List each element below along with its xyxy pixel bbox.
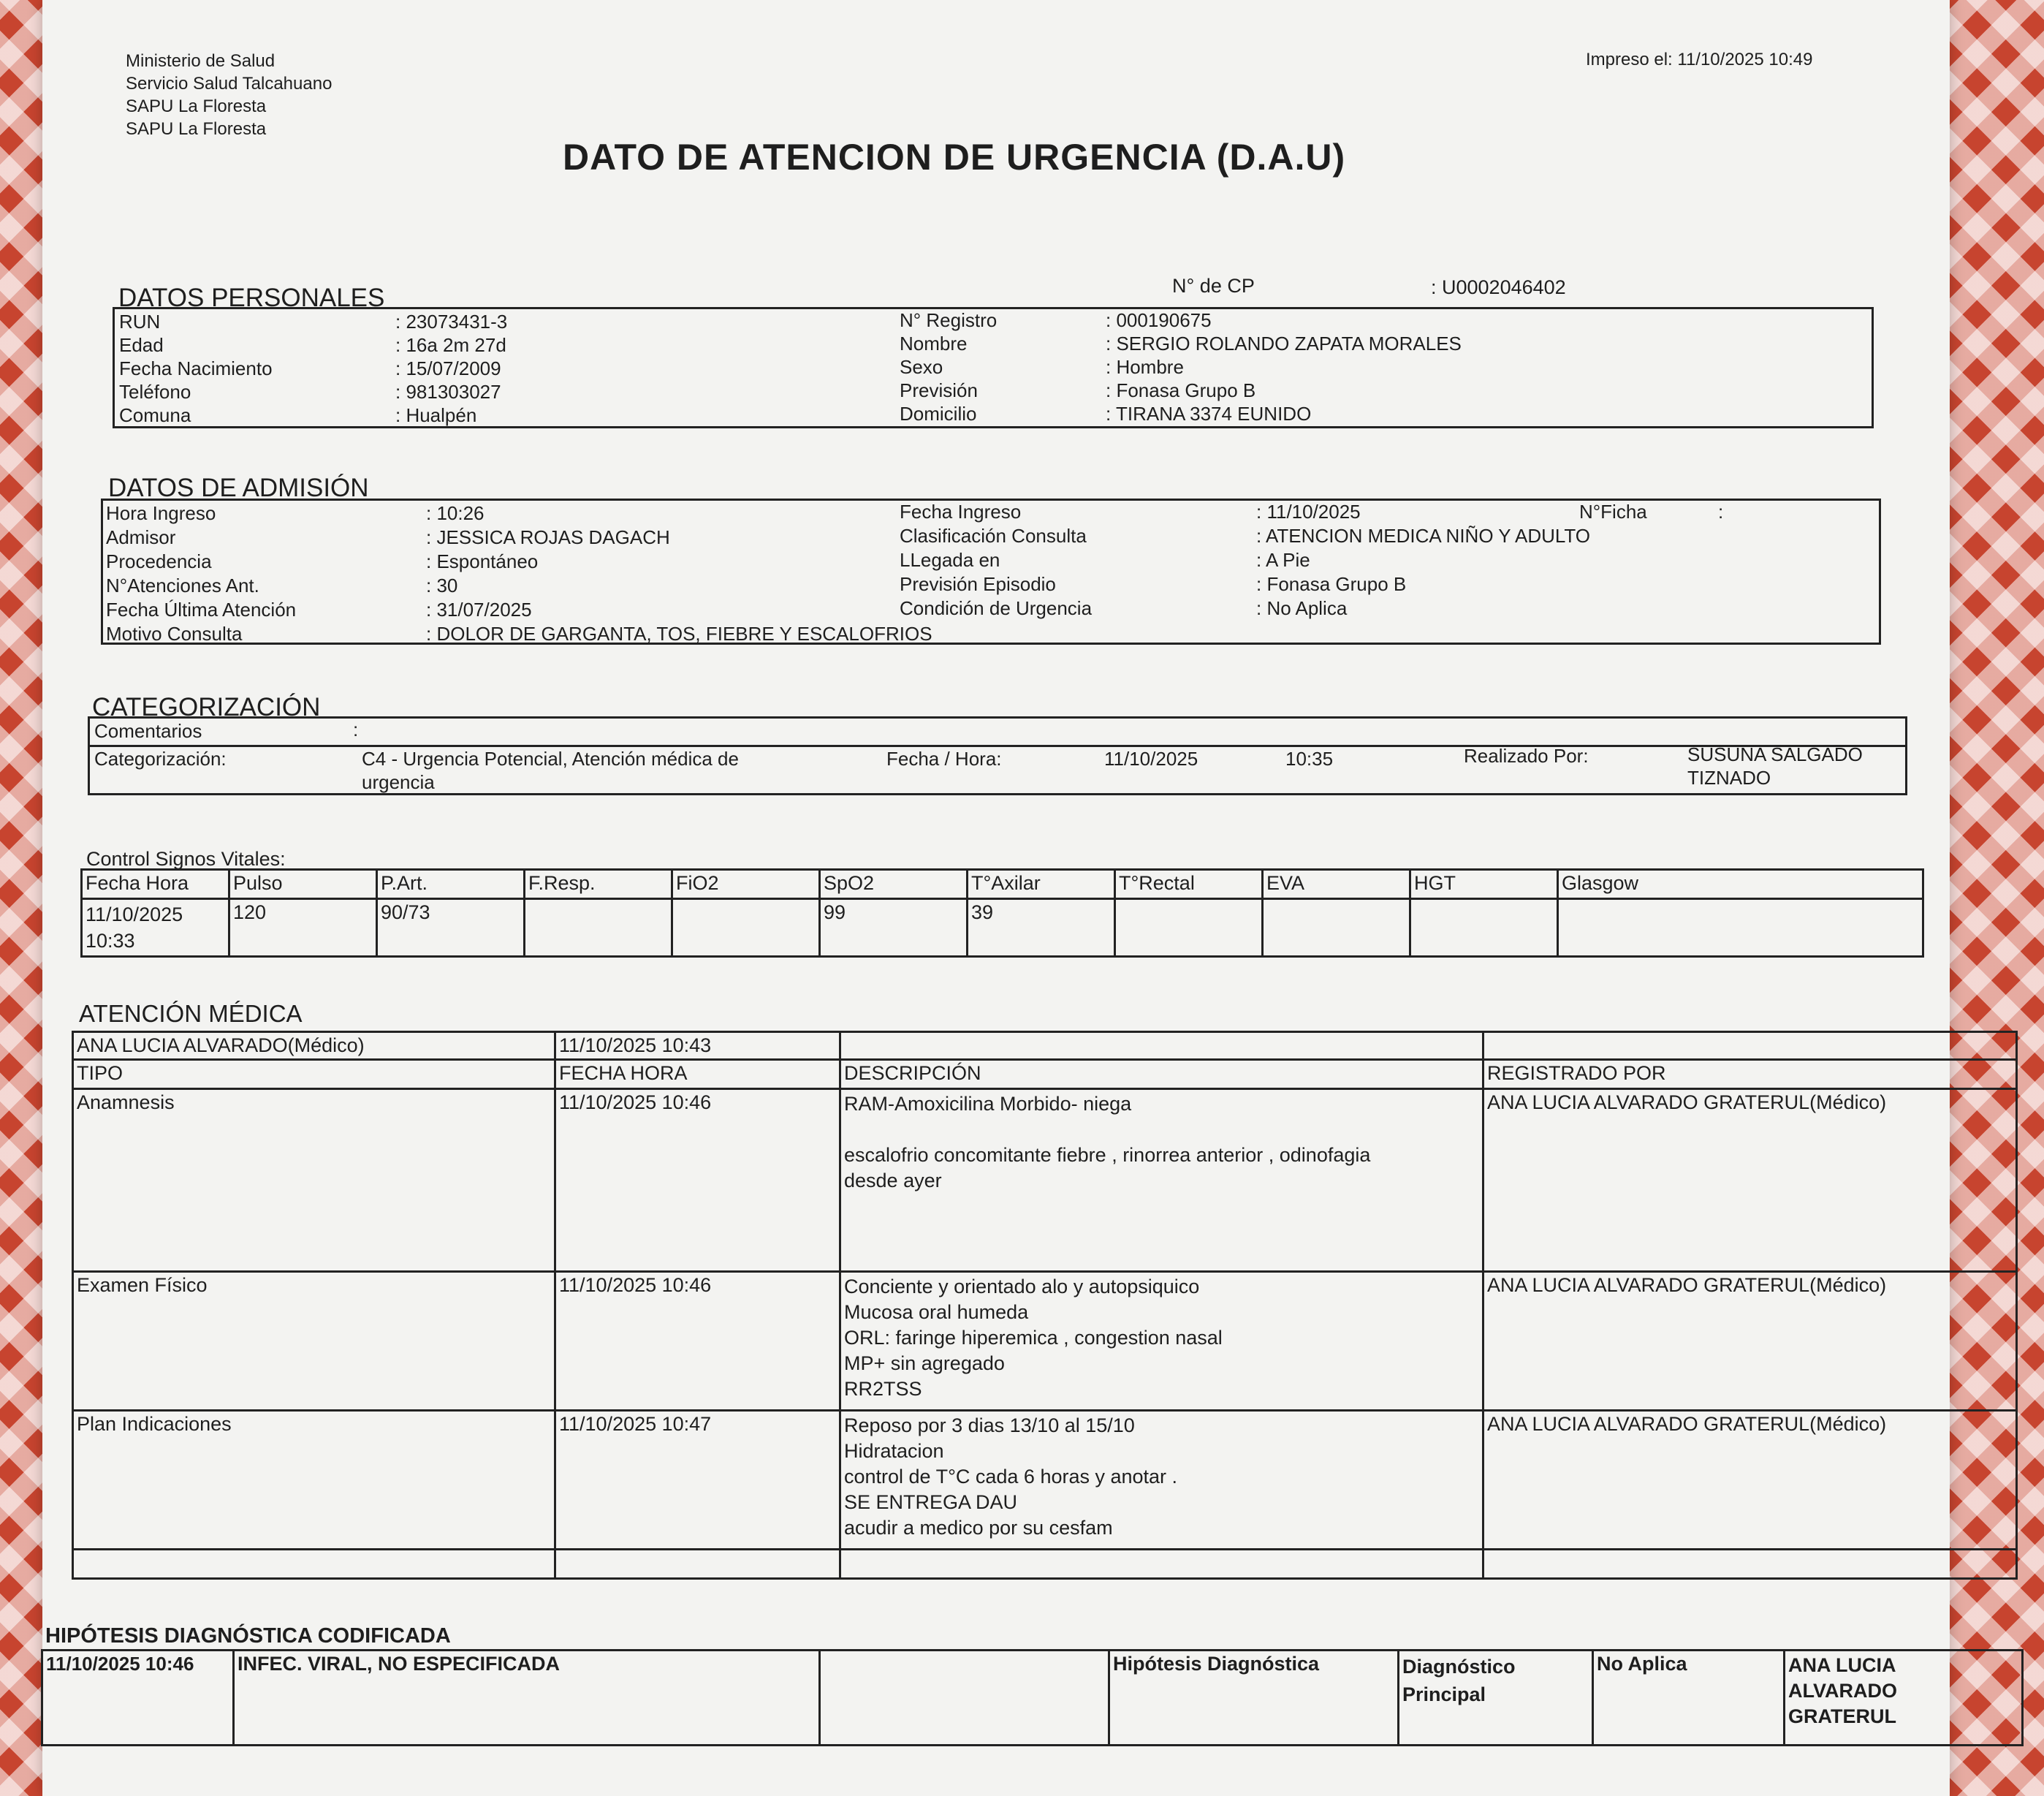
medical-header-tipo: TIPO xyxy=(73,1060,555,1089)
vitals-glasgow xyxy=(1558,899,1923,957)
vitals-fecha-hora: 11/10/2025 10:33 xyxy=(82,899,229,957)
printed-date: Impreso el: 11/10/2025 10:49 xyxy=(1586,50,1813,69)
vitals-data-row xyxy=(82,899,1923,957)
domicilio-label: Domicilio xyxy=(900,403,977,425)
atenciones-ant-value: : 30 xyxy=(426,575,458,596)
hora-ingreso-value: : 10:26 xyxy=(426,502,485,524)
diagnosis-tipo: Hipótesis Diagnóstica xyxy=(1109,1651,1399,1746)
procedencia-value: : Espontáneo xyxy=(426,550,539,572)
org-sapu-2: SAPU La Floresta xyxy=(126,119,267,139)
comuna-value: : Hualpén xyxy=(395,404,477,426)
diagnosis-medico-line: GRATERUL xyxy=(1788,1705,1896,1727)
medical-empty-row xyxy=(73,1550,2017,1579)
diagnosis-aplica: No Aplica xyxy=(1593,1651,1785,1746)
admisor-value: : JESSICA ROJAS DAGACH xyxy=(426,526,670,548)
org-servicio: Servicio Salud Talcahuano xyxy=(126,74,333,94)
vitals-header-spo2: SpO2 xyxy=(820,870,968,899)
vitals-hgt xyxy=(1410,899,1558,957)
clasificacion-label: Clasificación Consulta xyxy=(900,525,1087,547)
examen-desc-line: Mucosa oral humeda xyxy=(844,1301,1029,1323)
section-title-personal: DATOS PERSONALES xyxy=(118,284,385,312)
motivo-value: : DOLOR DE GARGANTA, TOS, FIEBRE Y ESCALOFRIOS xyxy=(426,623,932,645)
vitals-table xyxy=(80,868,1924,958)
vitals-fresp xyxy=(525,899,672,957)
medical-header-reg: REGISTRADO POR xyxy=(1483,1060,2017,1089)
anamnesis-desc-line: escalofrio concomitante fiebre , rinorrea anterior , odinofagia xyxy=(844,1144,1371,1166)
anamnesis-desc-line: RAM-Amoxicilina Morbido- niega xyxy=(844,1093,1132,1115)
medical-header-row xyxy=(73,1060,2017,1089)
section-title-vitals: Control Signos Vitales: xyxy=(86,848,286,870)
clasificacion-value: : ATENCION MEDICA NIÑO Y ADULTO xyxy=(1256,525,1591,547)
examen-reg: ANA LUCIA ALVARADO GRATERUL(Médico) xyxy=(1483,1272,2017,1411)
comuna-label: Comuna xyxy=(119,404,191,426)
examen-desc-line: ORL: faringe hiperemica , congestion nasal xyxy=(844,1327,1223,1349)
categorization-divider xyxy=(90,745,1905,747)
edad-value: : 16a 2m 27d xyxy=(395,334,506,356)
plan-desc-line: Reposo por 3 dias 13/10 al 15/10 xyxy=(844,1414,1135,1436)
empty-cell xyxy=(555,1550,840,1579)
condicion-label: Condición de Urgencia xyxy=(900,597,1093,619)
vitals-pulso: 120 xyxy=(229,899,377,957)
llegada-label: LLegada en xyxy=(900,549,1000,571)
section-title-diagnosis: HIPÓTESIS DIAGNÓSTICA CODIFICADA xyxy=(45,1624,451,1648)
admission-box xyxy=(101,499,1881,645)
vitals-part: 90/73 xyxy=(377,899,525,957)
llegada-value: : A Pie xyxy=(1256,549,1310,571)
plan-fecha: 11/10/2025 10:47 xyxy=(555,1411,840,1550)
medical-doctor-empty-2 xyxy=(1483,1032,2017,1060)
anamnesis-fecha: 11/10/2025 10:46 xyxy=(555,1089,840,1272)
medical-doctor-name: ANA LUCIA ALVARADO(Médico) xyxy=(73,1032,555,1060)
vitals-header-fresp: F.Resp. xyxy=(525,870,672,899)
realizado-value-2: TIZNADO xyxy=(1687,767,1771,789)
medical-row-anamnesis xyxy=(73,1089,2017,1272)
fecha-cat-value: 11/10/2025 xyxy=(1104,748,1198,770)
prevision-episodio-label: Previsión Episodio xyxy=(900,573,1056,595)
medical-row-plan xyxy=(73,1411,2017,1550)
fecha-ultima-value: : 31/07/2025 xyxy=(426,599,532,621)
medical-row-examen xyxy=(73,1272,2017,1411)
fecha-ingreso-value: : 11/10/2025 xyxy=(1256,501,1361,523)
examen-desc-line: Conciente y orientado alo y autopsiquico xyxy=(844,1276,1200,1297)
realizado-value-1: SUSUNA SALGADO xyxy=(1687,743,1863,765)
examen-tipo: Examen Físico xyxy=(73,1272,555,1411)
plan-tipo: Plan Indicaciones xyxy=(73,1411,555,1550)
categorizacion-value-1: C4 - Urgencia Potencial, Atención médica de xyxy=(362,748,739,770)
run-label: RUN xyxy=(119,311,161,333)
sexo-label: Sexo xyxy=(900,356,943,378)
plan-desc xyxy=(840,1411,1483,1550)
empty-cell xyxy=(1483,1550,2017,1579)
examen-desc-line: RR2TSS xyxy=(844,1378,922,1400)
categorizacion-label: Categorización: xyxy=(94,748,227,770)
plan-reg: ANA LUCIA ALVARADO GRATERUL(Médico) xyxy=(1483,1411,2017,1550)
telefono-label: Teléfono xyxy=(119,381,191,403)
motivo-label: Motivo Consulta xyxy=(106,623,243,645)
plan-desc-line: control de T°C cada 6 horas y anotar . xyxy=(844,1466,1178,1488)
org-ministerio: Ministerio de Salud xyxy=(126,51,276,71)
telefono-value: : 981303027 xyxy=(395,381,501,403)
medical-header-fecha: FECHA HORA xyxy=(555,1060,840,1089)
run-value: : 23073431-3 xyxy=(395,311,508,333)
diagnosis-desc: INFEC. VIRAL, NO ESPECIFICADA xyxy=(234,1651,820,1746)
diagnosis-medico-line: ANA LUCIA xyxy=(1788,1654,1896,1676)
hora-ingreso-label: Hora Ingreso xyxy=(106,502,216,524)
anamnesis-desc xyxy=(840,1089,1483,1272)
comentarios-label: Comentarios xyxy=(94,720,202,742)
medical-table xyxy=(72,1031,2018,1580)
admisor-label: Admisor xyxy=(106,526,176,548)
vitals-header-taxilar: T°Axilar xyxy=(968,870,1115,899)
diagnosis-medico-line: ALVARADO xyxy=(1788,1680,1897,1702)
document-page xyxy=(42,0,1950,1796)
hora-cat-value: 10:35 xyxy=(1285,748,1334,770)
medical-header-desc: DESCRIPCIÓN xyxy=(840,1060,1483,1089)
vitals-header-part: P.Art. xyxy=(377,870,525,899)
anamnesis-tipo: Anamnesis xyxy=(73,1089,555,1272)
vitals-taxilar: 39 xyxy=(968,899,1115,957)
vitals-header-glasgow: Glasgow xyxy=(1558,870,1923,899)
prevision-value: : Fonasa Grupo B xyxy=(1106,379,1256,401)
vitals-header-hgt: HGT xyxy=(1410,870,1558,899)
fecha-ultima-label: Fecha Última Atención xyxy=(106,599,297,621)
registro-value: : 000190675 xyxy=(1106,309,1212,331)
empty-cell xyxy=(840,1550,1483,1579)
ficha-value: : xyxy=(1718,501,1724,523)
diagnosis-empty xyxy=(820,1651,1109,1746)
vitals-trectal xyxy=(1115,899,1263,957)
anamnesis-desc-line: desde ayer xyxy=(844,1170,942,1191)
empty-cell xyxy=(73,1550,555,1579)
atenciones-ant-label: N°Atenciones Ant. xyxy=(106,575,259,596)
comentarios-value: : xyxy=(353,719,359,740)
fecha-nacimiento-label: Fecha Nacimiento xyxy=(119,357,273,379)
medical-doctor-empty-1 xyxy=(840,1032,1483,1060)
vitals-fio2 xyxy=(672,899,820,957)
examen-fecha: 11/10/2025 10:46 xyxy=(555,1272,840,1411)
vitals-header-eva: EVA xyxy=(1263,870,1410,899)
vitals-header-pulso: Pulso xyxy=(229,870,377,899)
prevision-episodio-value: : Fonasa Grupo B xyxy=(1256,573,1407,595)
fecha-hora-label: Fecha / Hora: xyxy=(886,748,1002,770)
domicilio-value: : TIRANA 3374 EUNIDO xyxy=(1106,403,1312,425)
registro-label: N° Registro xyxy=(900,309,998,331)
fecha-ingreso-label: Fecha Ingreso xyxy=(900,501,1022,523)
section-title-medical: ATENCIÓN MÉDICA xyxy=(79,1000,303,1027)
fecha-nacimiento-value: : 15/07/2009 xyxy=(395,357,501,379)
section-title-categorization: CATEGORIZACIÓN xyxy=(92,693,321,721)
vitals-header-fecha: Fecha Hora xyxy=(82,870,229,899)
document-title: DATO DE ATENCION DE URGENCIA (D.A.U) xyxy=(563,137,1346,178)
categorizacion-value-2: urgencia xyxy=(362,771,435,793)
org-sapu-1: SAPU La Floresta xyxy=(126,96,267,116)
examen-desc xyxy=(840,1272,1483,1411)
ficha-label: N°Ficha xyxy=(1579,501,1647,523)
personal-box xyxy=(113,307,1874,428)
realizado-label: Realizado Por: xyxy=(1464,745,1589,767)
vitals-spo2: 99 xyxy=(820,899,968,957)
sexo-value: : Hombre xyxy=(1106,356,1184,378)
vitals-header-row xyxy=(82,870,1923,899)
procedencia-label: Procedencia xyxy=(106,550,212,572)
plan-desc-line: SE ENTREGA DAU xyxy=(844,1491,1018,1513)
edad-label: Edad xyxy=(119,334,164,356)
diagnosis-row xyxy=(42,1651,2023,1746)
vitals-header-fio2: FiO2 xyxy=(672,870,820,899)
anamnesis-desc-blank xyxy=(844,1117,1479,1143)
plan-desc-line: Hidratacion xyxy=(844,1440,944,1462)
diagnosis-medico xyxy=(1785,1651,2023,1746)
categorization-box xyxy=(88,716,1907,795)
plan-desc-line: acudir a medico por su cesfam xyxy=(844,1517,1113,1539)
vitals-header-trectal: T°Rectal xyxy=(1115,870,1263,899)
medical-doctor-time: 11/10/2025 10:43 xyxy=(555,1032,840,1060)
nombre-value: : SERGIO ROLANDO ZAPATA MORALES xyxy=(1106,333,1462,355)
diagnosis-clase: Diagnóstico Principal xyxy=(1399,1651,1593,1746)
examen-desc-line: MP+ sin agregado xyxy=(844,1352,1005,1374)
diagnosis-table xyxy=(41,1649,2024,1746)
diagnosis-fecha: 11/10/2025 10:46 xyxy=(42,1651,234,1746)
anamnesis-reg: ANA LUCIA ALVARADO GRATERUL(Médico) xyxy=(1483,1089,2017,1272)
condicion-value: : No Aplica xyxy=(1256,597,1348,619)
prevision-label: Previsión xyxy=(900,379,978,401)
medical-doctor-row xyxy=(73,1032,2017,1060)
vitals-eva xyxy=(1263,899,1410,957)
section-title-admission: DATOS DE ADMISIÓN xyxy=(108,474,369,502)
cp-label: N° de CP xyxy=(1172,275,1255,297)
cp-value: : U0002046402 xyxy=(1431,276,1566,298)
nombre-label: Nombre xyxy=(900,333,968,355)
